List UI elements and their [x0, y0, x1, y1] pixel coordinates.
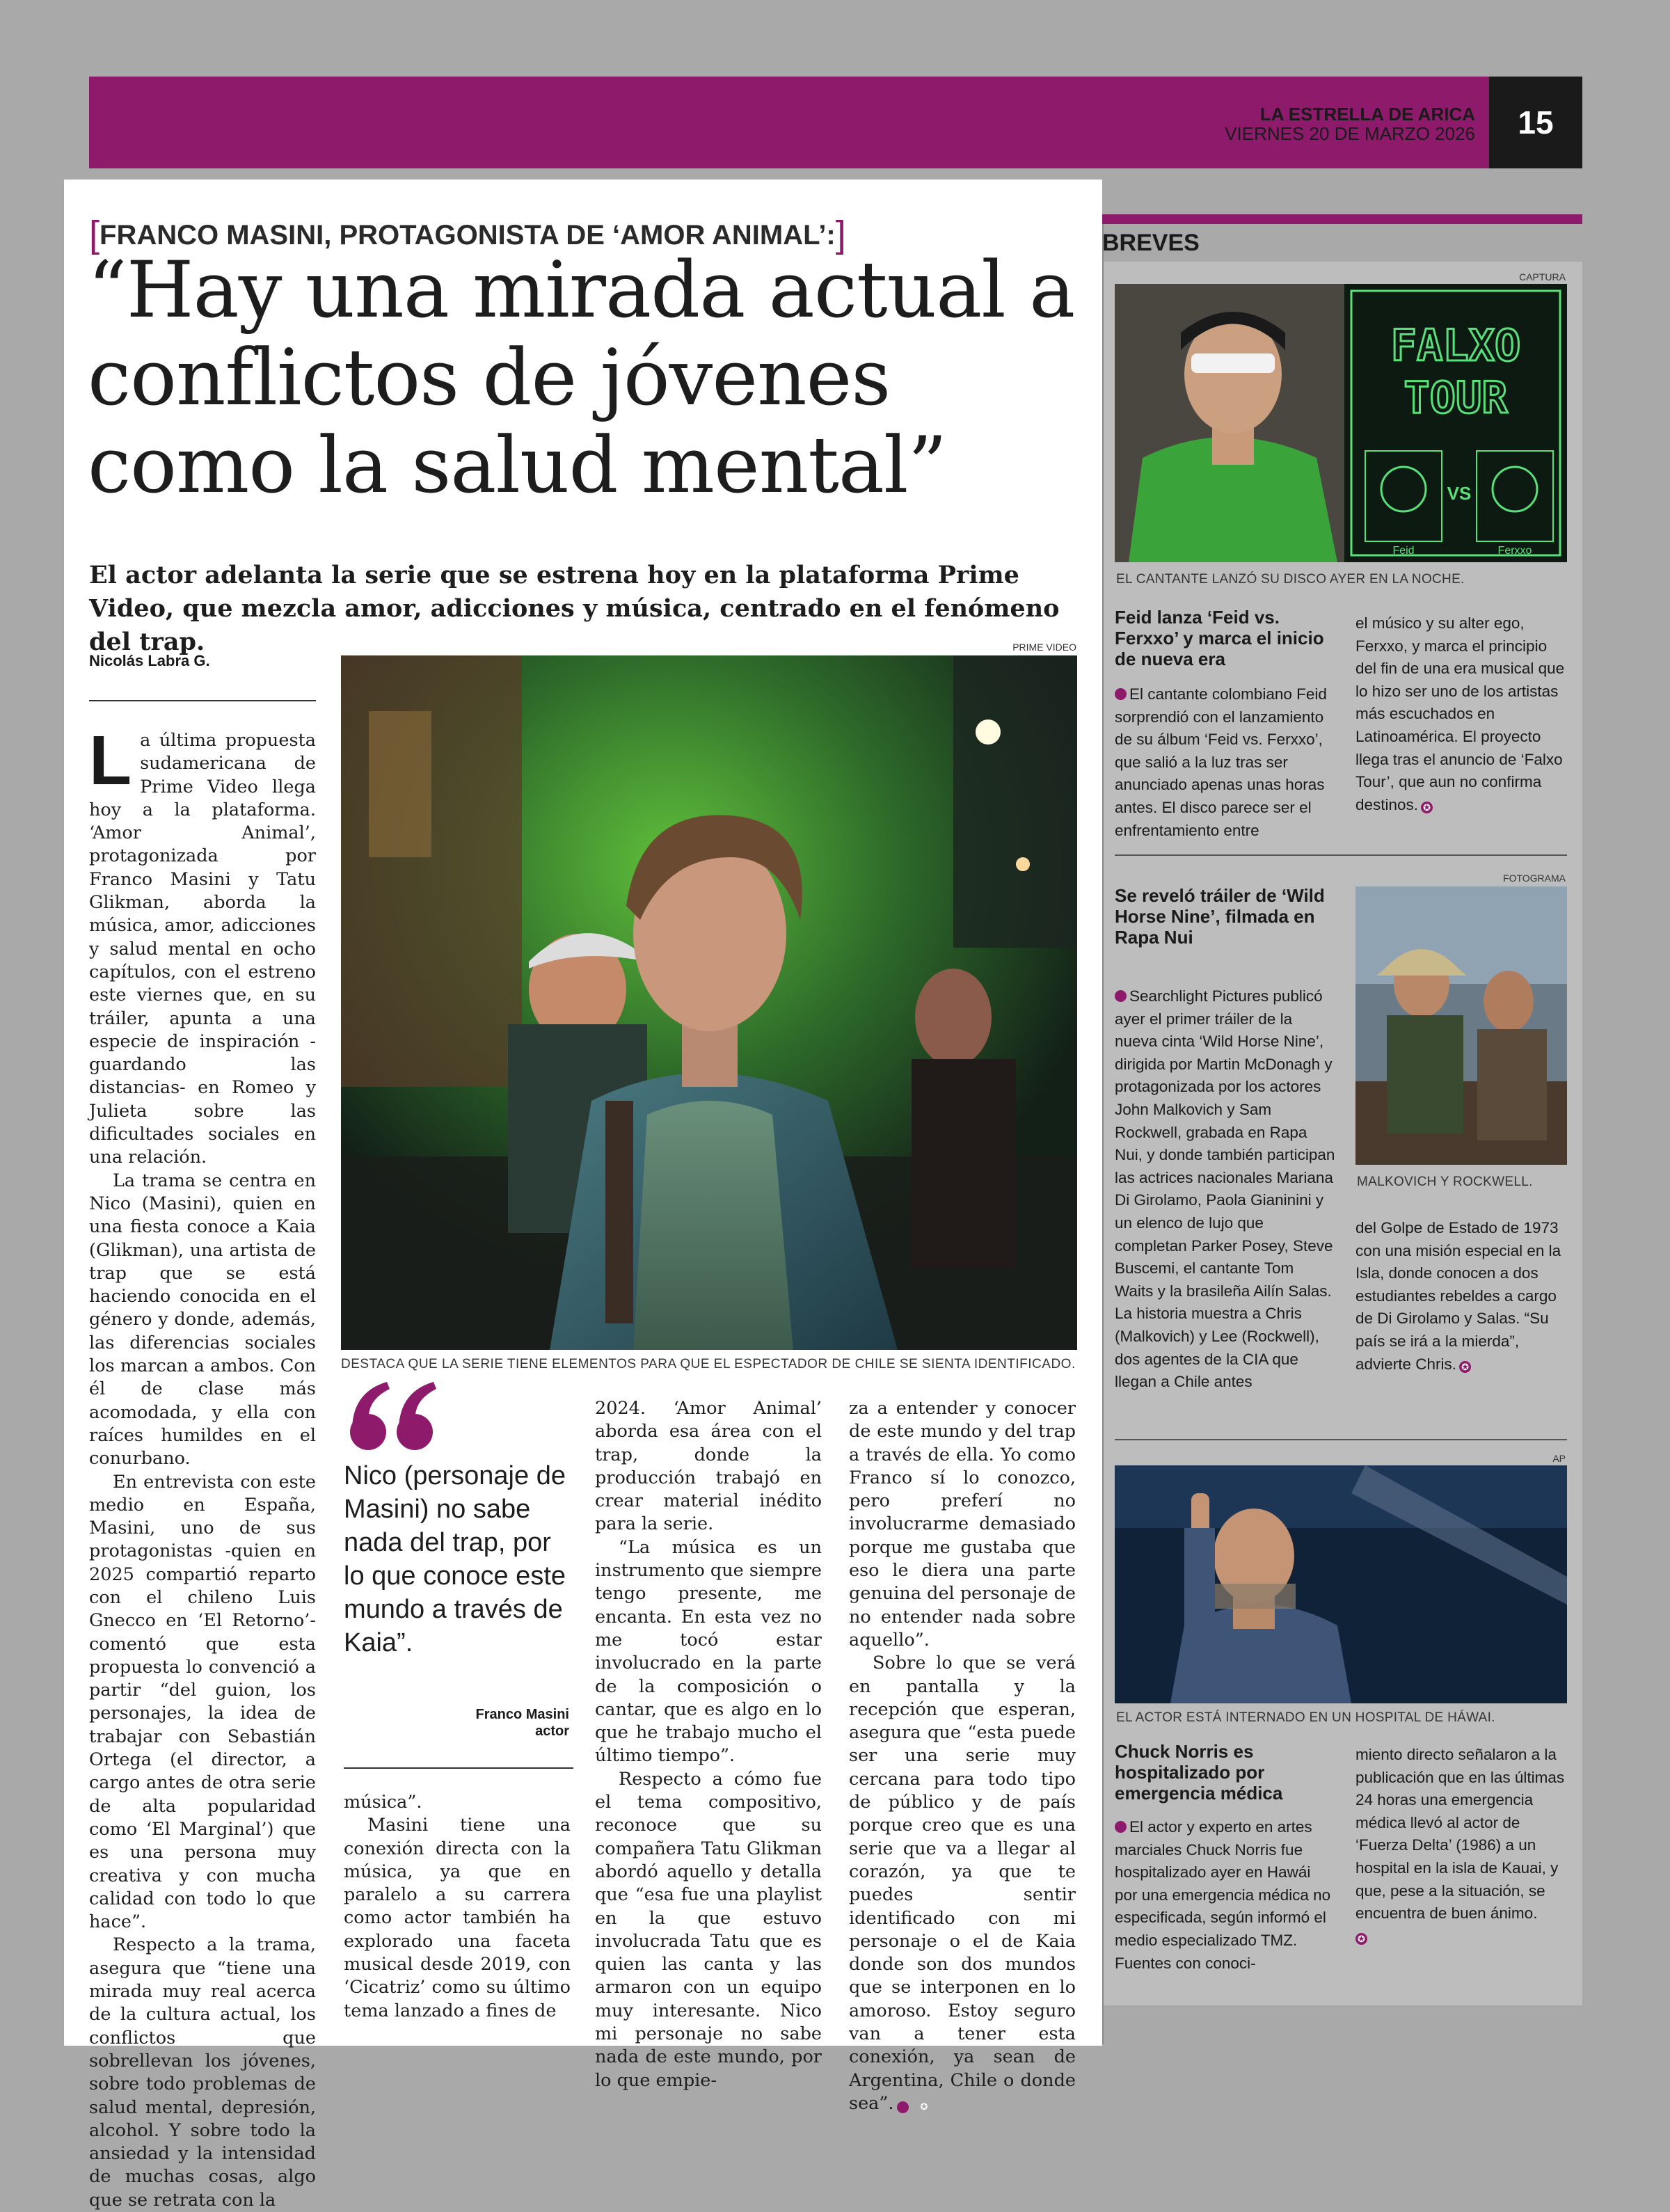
pull-quote-text: Nico (personaje de Masini) no sabe nada del trap, por lo que conoce este mundo a través de Kaia”.	[344, 1461, 566, 1657]
breve-2-headline: Se reveló tráiler de ‘Wild Horse Nine’, filmada en Rapa Nui	[1115, 885, 1325, 948]
article-paragraph: “La música es un instrumento que siempre tengo presente, me encanta. En esta vez no me tocó estar involucrado en la parte de la composición o cantar, que es algo en lo que he trabajo mucho el último tiempo”.	[595, 1536, 822, 1767]
issue-date: VIERNES 20 DE MARZO 2026	[1225, 123, 1475, 144]
pull-quote-role: actor	[535, 1724, 569, 1739]
byline-rule	[89, 700, 316, 701]
breve-3-headline: Chuck Norris es hospitalizado por emergencia médica	[1115, 1741, 1283, 1804]
article-column-4	[849, 1397, 1076, 2115]
breve-separator	[1115, 1439, 1567, 1440]
article-headline: “Hay una mirada actual a conflictos de jóvenes como la salud mental”	[88, 246, 1075, 511]
article-paragraph: música”.	[344, 1792, 422, 1813]
breve-1-photo	[1115, 284, 1567, 562]
breve-3-text-a: El actor y experto en artes marciales Chuck Norris fue hospitalizado ayer en Hawái por una emergencia médica no especificada, según informó el medio especializado TMZ. Fuentes con conoci-	[1115, 1818, 1331, 1972]
article-column-3	[595, 1397, 822, 2092]
pull-quote-author: Franco Masini	[475, 1707, 569, 1722]
breve-3-photo	[1115, 1465, 1567, 1703]
poster-vs: VS	[1447, 483, 1472, 504]
pull-quote-rule	[344, 1767, 573, 1769]
column-divider	[1102, 214, 1104, 2044]
breve-2-text-b: del Golpe de Estado de 1973 con una misión especial en la Isla, donde conocen a dos estudiantes rebeldes a cargo de Di Girolamo y Salas. “Su país se irá a la mierda”, advierte Chris. ✪	[1355, 1219, 1561, 1373]
main-photo-illustration	[341, 655, 1077, 1350]
end-mark-icon: ✪	[1459, 1361, 1471, 1373]
end-mark-icon: ✪	[897, 2101, 909, 2113]
breves-title: BREVES	[1102, 230, 1200, 256]
bullet-icon	[1115, 990, 1127, 1002]
article-column-1	[89, 722, 316, 2212]
newspaper-name: LA ESTRELLA DE ARICA	[1259, 104, 1475, 125]
article-byline: Nicolás Labra G.	[89, 652, 210, 669]
article-deck: El actor adelanta la serie que se estrena hoy en la plataforma Prime Video, que mezcla amor, adicciones y música, centrado en el fenómeno del trap.	[89, 561, 1060, 656]
quote-mark-icon	[344, 1378, 441, 1454]
end-mark-icon: ✪	[1355, 1933, 1367, 1945]
main-photo	[341, 655, 1077, 1350]
breve-3-caption: EL ACTOR ESTÁ INTERNADO EN UN HOSPITAL DE HÁWAI.	[1116, 1710, 1495, 1725]
article-paragraph: 2024. ‘Amor Animal’ aborda esa área con el trap, donde la producción trabajó en crear material inédito para la serie.	[595, 1398, 822, 1535]
article-paragraph: La trama se centra en Nico (Masini), quien en una fiesta conoce a Kaia (Glikman), una artista de trap que se está haciendo conocida en el género y donde, además, las diferencias sociales los marcan a ambos. Con él de clase más acomodada, y ella con raíces humildes en el conurbano.	[89, 1170, 316, 1470]
bullet-icon	[1115, 1821, 1127, 1833]
article-paragraph: Respecto a cómo fue el tema compositivo, reconoce que su compañera Tatu Glikman abordó aquello y detalla que “esa fue una playlist en la que estuvo involucrada Tatu que es quien las canta y las armaron con un equipo muy interesante. Nico mi personaje no sabe nada de este mundo, por lo que empie-	[595, 1768, 822, 2091]
breve-2-photo-illustration	[1355, 886, 1567, 1165]
poster-right-name: Ferxxo	[1497, 545, 1532, 557]
breve-2-photo	[1355, 886, 1567, 1165]
breve-1-photo-illustration	[1115, 284, 1567, 562]
poster-title-1: FALXO	[1390, 320, 1521, 371]
breve-3-credit: AP	[1552, 1453, 1566, 1464]
end-mark-icon: ✪	[1421, 802, 1433, 813]
article-column-2	[344, 1791, 571, 2023]
poster-left-name: Feid	[1392, 545, 1415, 557]
article-paragraph: Masini tiene una conexión directa con la música, ya que en paralelo a su carrera como actor también ha explorado una faceta musical desde 2019, con ‘Cicatriz’ como su último tema lanzado a fines de	[344, 1815, 571, 2021]
photo-credit: PRIME VIDEO	[1012, 642, 1076, 653]
article-paragraph: En entrevista con este medio en España, Masini, uno de sus protagonistas -quien en 2025 compartió reparto con el chileno Luis Gnecco en ‘El Retorno’- comentó que esta propuesta lo convenció a partir “del guion, los personajes, la idea de trabajar con Sebastián Ortega (el director, a cargo antes de otra serie de alta popularidad como ‘El Marginal’) que es una persona muy creativa y con mucha calidad con todo lo que hace”.	[89, 1471, 316, 1933]
breve-2-credit: FOTOGRAMA	[1503, 873, 1566, 884]
breve-3-photo-illustration	[1115, 1465, 1567, 1703]
breve-2-text-a: Searchlight Pictures publicó ayer el primer tráiler de la nueva cinta ‘Wild Horse Nine’, dirigida por Martin McDonagh y protagonizada por los actores John Malkovich y Sam Rockwell, grabada en Rapa Nui, y donde también participan las actrices nacionales Mariana Di Girolamo, Paola Gianinini y un elenco de lujo que completan Parker Posey, Steve Buscemi, el cantante Tom Waits y la brasileña Ailín Salas. La historia muestra a Chris (Malkovich) y Lee (Rockwell), dos agentes de la CIA que llegan a Chile antes	[1115, 987, 1335, 1391]
breve-3-text-b: miento directo señalaron a la publicación que en las últimas 24 horas una emergencia médica llevó al actor de ‘Fuerza Delta’ (1986) a un hospital en la isla de Kauai, y que, pese a la situación, se encuentra de buen ánimo. ✪	[1355, 1746, 1565, 1944]
breve-separator	[1115, 854, 1567, 856]
breve-2-caption: MALKOVICH Y ROCKWELL.	[1357, 1175, 1533, 1189]
breve-1-text-b: el músico y su alter ego, Ferxxo, y marca el principio del fin de una era musical que lo hizo ser uno de los artistas más escuchados en Latinoamérica. El proyecto llega tras el anuncio de ‘Falxo Tour’, que aun no confirma destinos. ✪	[1355, 614, 1565, 813]
breve-1-credit: CAPTURA	[1519, 271, 1566, 283]
breve-1-caption: EL CANTANTE LANZÓ SU DISCO AYER EN LA NOCHE.	[1116, 572, 1465, 587]
article-paragraph: a última propuesta sudamericana de Prime Video llega hoy a la plataforma. ‘Amor Animal’, protagonizada por Franco Masini y Tatu Glikman, aborda la música, amor, adicciones y salud mental en ocho capítulos, con el estreno este viernes que, en su tráiler, apunta a una especie de inspiración -guardando las distancias- en Romeo y Julieta sobre las dificultades sociales en una relación.	[89, 730, 316, 1168]
bullet-icon	[1115, 688, 1127, 700]
poster-title-2: TOUR	[1403, 372, 1508, 423]
breve-1-headline: Feid lanza ‘Feid vs. Ferxxo’ y marca el inicio de nueva era	[1115, 607, 1324, 669]
main-photo-caption: DESTACA QUE LA SERIE TIENE ELEMENTOS PARA QUE EL ESPECTADOR DE CHILE SE SIENTA IDENTIFICADO.	[341, 1357, 1076, 1371]
article-paragraph: Respecto a la trama, asegura que “tiene una mirada muy real acerca de la cultura actual, los conflictos que sobrellevan los jóvenes, sobre todo problemas de salud mental, depresión, alcohol. Y sobre todo la ansiedad y la intensidad de muchas cosas, algo que se retrata con la	[89, 1934, 316, 2211]
article-paragraph: za a entender y conocer de este mundo y del trap a través de ella. Yo como Franco sí lo conozco, pero preferí no involucrarme demasiado porque me gustaba que eso le diera una parte genuina del personaje de no entender nada sobre aquello”.	[849, 1398, 1076, 1650]
drop-cap: L	[89, 722, 132, 799]
page-number: 15	[1489, 77, 1582, 168]
article-paragraph: Sobre lo que se verá en pantalla y la recepción que esperan, asegura que “esta puede ser una serie muy cercana para todo tipo de público y de país porque creo que es una serie que va a llegar al corazón, ya que te puedes sentir identificado con mi personaje o el de Kaia donde son dos mundos que se interponen en lo amoroso. Estoy seguro van a tener esta conexión, ya sean de Argentina, Chile o donde sea”. ✪	[849, 1653, 1076, 2114]
breve-1-text-a: El cantante colombiano Feid sorprendió con el lanzamiento de su álbum ‘Feid vs. Ferxxo’, que salió a la luz tras ser anunciado apenas unas horas antes. El disco parece ser el enfrentamiento entre	[1115, 685, 1327, 839]
breves-bar	[1102, 214, 1582, 224]
article-kicker: [FRANCO MASINI, PROTAGONISTA DE ‘AMOR ANIMAL’:]	[89, 214, 846, 255]
